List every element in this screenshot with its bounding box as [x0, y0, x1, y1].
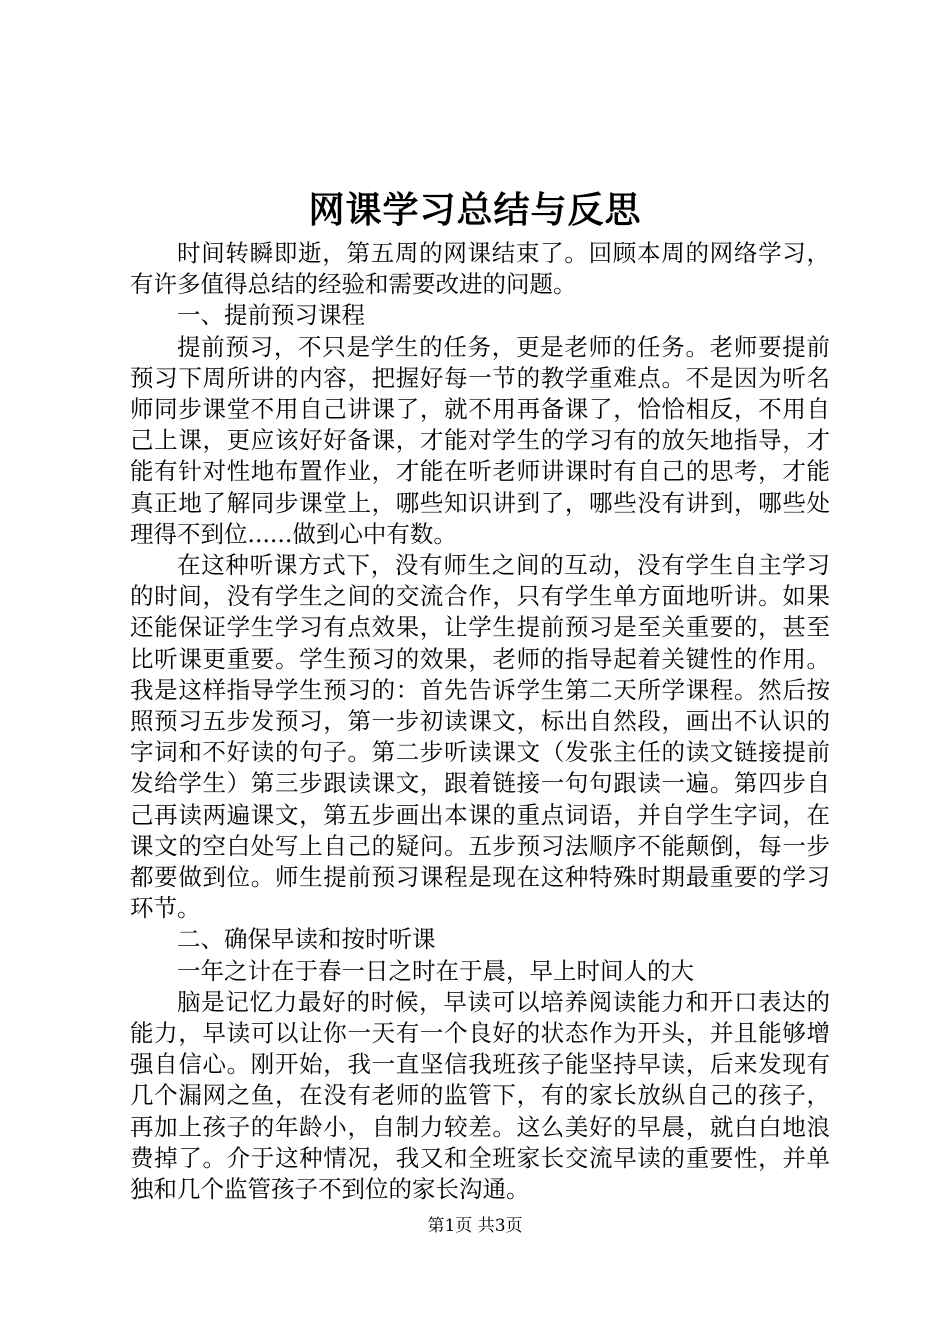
document-title: 网课学习总结与反思	[308, 189, 642, 231]
paragraph-morning-reading: 脑是记忆力最好的时候，早读可以培养阅读能力和开口表达的能力，早读可以让你一天有一个良好的状态作为开头，并且能够增强自信心。刚开始，我一直坚信我班孩子能坚持早读，后来发现有几个漏网之鱼，在没有老师的监管下，有的家长放纵自己的孩子，再加上孩子的年龄小，自制力较差。这么美好的早晨，就白白地浪费掉了。介于这种情况，我又和全班家长交流早读的重要性，并单独和几个监管孩子不到位的家长沟通。	[130, 987, 830, 1204]
paragraph-preview-student: 在这种听课方式下，没有师生之间的互动，没有学生自主学习的时间，没有学生之间的交流合作，只有学生单方面地听讲。如果还能保证学生学习有点效果，让学生提前预习是至关重要的，甚至比听课更重要。学生预习的效果，老师的指导起着关键性的作用。我是这样指导学生预习的：首先告诉学生第二天所学课程。然后按照预习五步发预习，第一步初读课文，标出自然段，画出不认识的字词和不好读的句子。第二步听读课文（发张主任的读文链接提前发给学生）第三步跟读课文，跟着链接一句句跟读一遍。第四步自己再读两遍课文，第五步画出本课的重点词语，并自学生字词，在课文的空白处写上自己的疑问。五步预习法顺序不能颠倒，每一步都要做到位。师生提前预习课程是现在这种特殊时期最重要的学习环节。	[130, 551, 830, 923]
page-number-footer: 第1页 共3页	[427, 1216, 523, 1236]
section-heading-2: 二、确保早读和按时听课	[177, 925, 436, 954]
paragraph-proverb: 一年之计在于春一日之时在于晨，早上时间人的大	[177, 956, 694, 985]
section-heading-1: 一、提前预习课程	[177, 301, 365, 330]
paragraph-preview-teacher: 提前预习，不只是学生的任务，更是老师的任务。老师要提前预习下周所讲的内容，把握好每一节的教学重难点。不是因为听名师同步课堂不用自己讲课了，就不用再备课了，恰恰相反，不用自己上课，更应该好好备课，才能对学生的学习有的放矢地指导，才能有针对性地布置作业，才能在听老师讲课时有自己的思考，才能真正地了解同步课堂上，哪些知识讲到了，哪些没有讲到，哪些处理得不到位......做到心中有数。	[130, 332, 830, 548]
document-body	[130, 238, 830, 1205]
paragraph-intro: 时间转瞬即逝，第五周的网课结束了。回顾本周的网络学习，有许多值得总结的经验和需要改进的问题。	[130, 239, 830, 299]
